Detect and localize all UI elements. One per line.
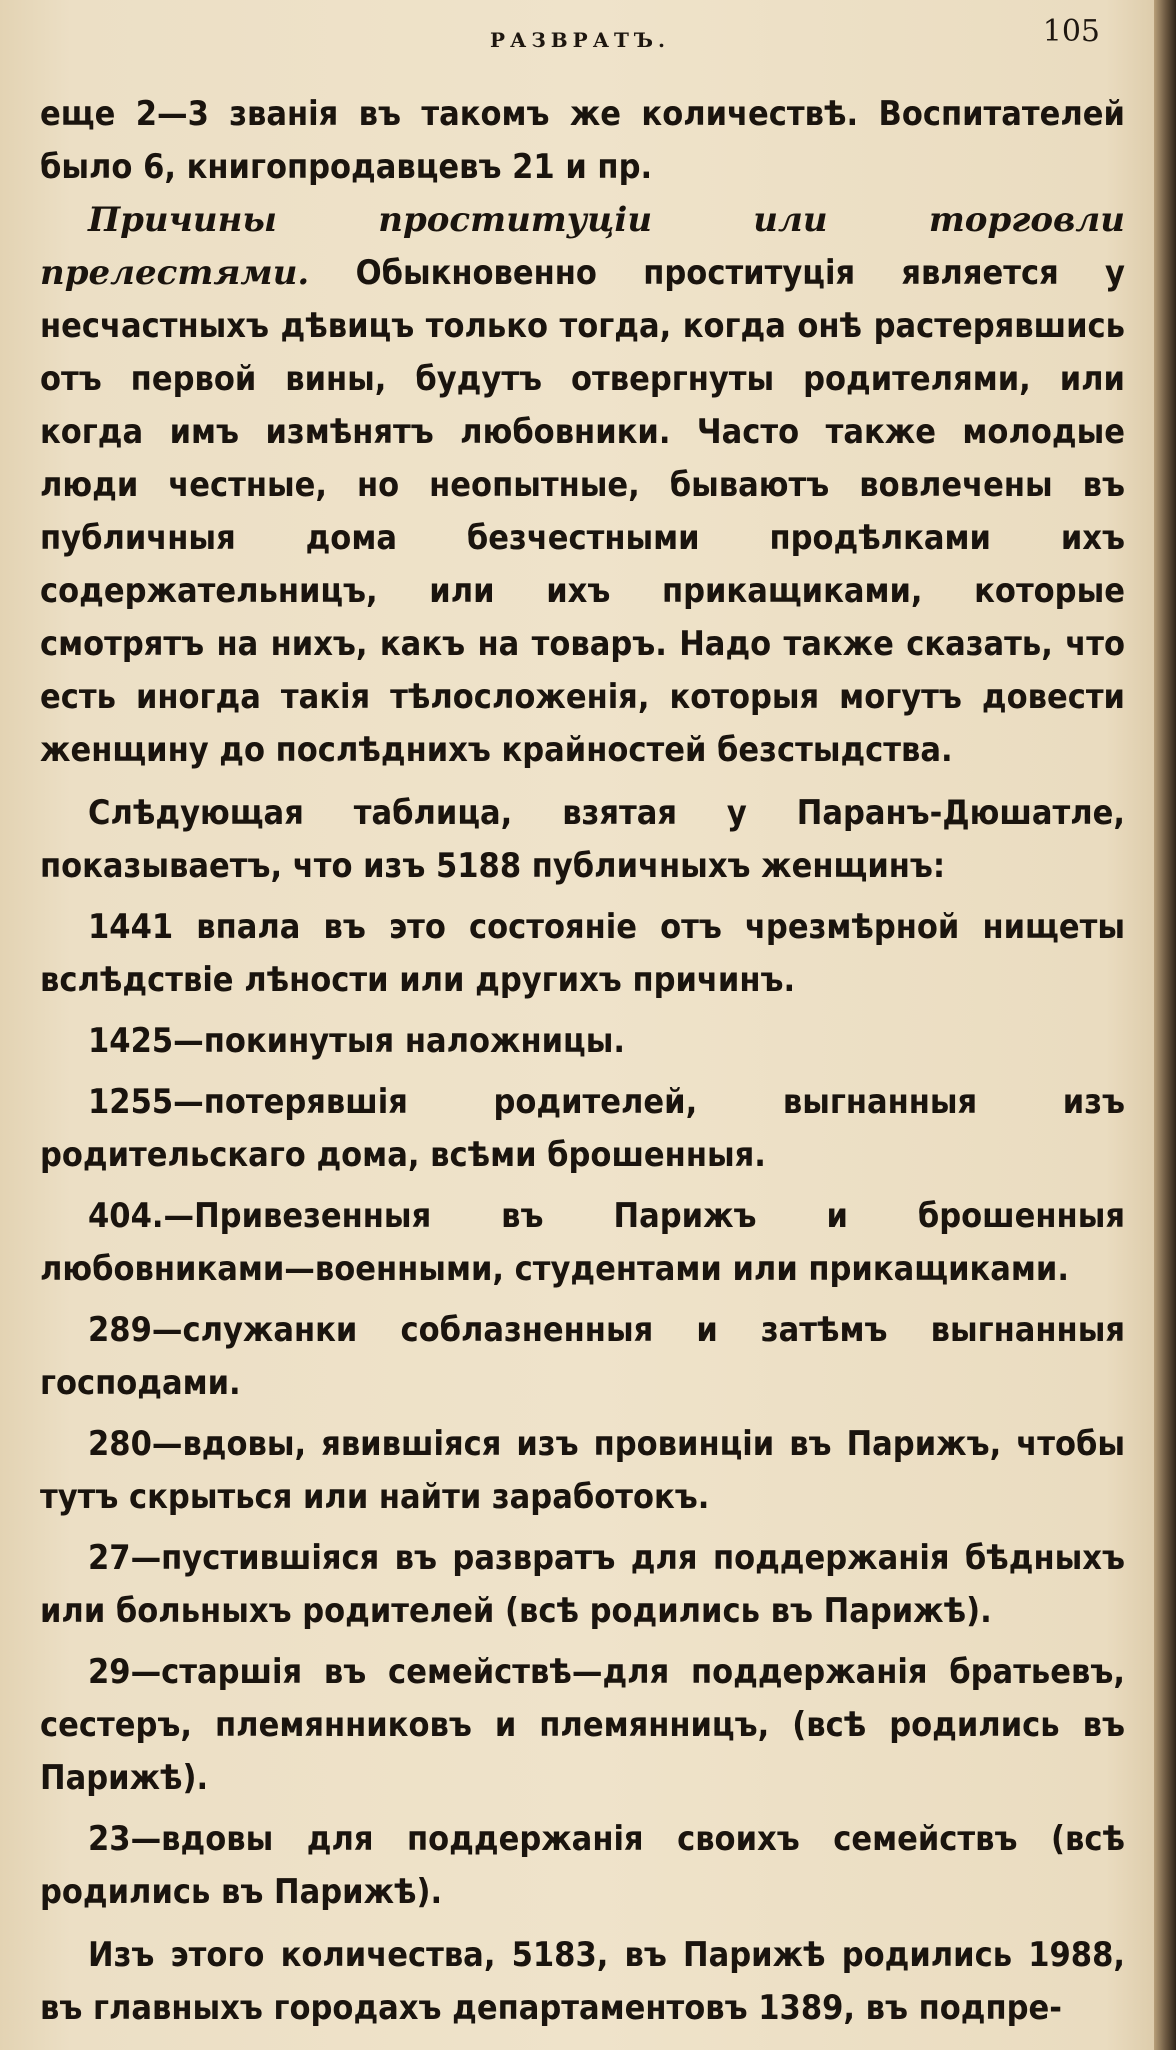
section-heading-italic: Причины проституціи или торговли прелестями. bbox=[40, 200, 1125, 293]
list-item: 27—пустившіяся въ развратъ для поддержанія бѣдныхъ или больныхъ родителей (всѣ родились въ Парижѣ). bbox=[40, 1538, 1125, 1631]
list-item: 289—служанки соблазненныя и затѣмъ выгнанныя господами. bbox=[40, 1310, 1125, 1403]
page-number: 105 bbox=[1042, 14, 1100, 49]
running-title: РАЗВРАТЪ. bbox=[490, 28, 670, 52]
list-item: 280—вдовы, явившіяся изъ провинціи въ Парижъ, чтобы тутъ скрыться или найти заработокъ. bbox=[40, 1424, 1125, 1517]
page-body bbox=[40, 88, 1125, 2035]
paragraph-causes-text: Обыкновенно проституція является у несчастныхъ дѣвицъ только тогда, когда онѣ растерявшись отъ первой вины, будутъ отвергнуты родителями, или когда имъ измѣнятъ любовники. Часто также молодые люди честные, но неопытные, бываютъ вовлечены въ публичныя дома безчестными продѣлками ихъ содержательницъ, или ихъ прикащиками, которые смотрятъ на нихъ, какъ на товаръ. Надо также сказать, что есть иногда такія тѣлосложенія, которыя могутъ довести женщину до послѣднихъ крайностей безстыдства. bbox=[40, 253, 1125, 770]
page-header bbox=[60, 14, 1100, 54]
paragraph-table-intro: Слѣдующая таблица, взятая у Паранъ-Дюшатле, показываетъ, что изъ 5188 публичныхъ женщинъ: bbox=[40, 793, 1125, 886]
list-item: 1255—потерявшія родителей, выгнанныя изъ родительскаго дома, всѣми брошенныя. bbox=[40, 1082, 1125, 1175]
paragraph-causes bbox=[40, 194, 1125, 777]
list-item: 23—вдовы для поддержанія своихъ семействъ (всѣ родились въ Парижѣ). bbox=[40, 1819, 1125, 1912]
paragraph-final: Изъ этого количества, 5183, въ Парижѣ родились 1988, въ главныхъ городахъ департаментовъ 1389, въ подпре- bbox=[40, 1935, 1125, 2028]
book-spine-shadow bbox=[1154, 0, 1176, 2050]
list-item: 29—старшія въ семействѣ—для поддержанія братьевъ, сестеръ, племянниковъ и племянницъ, (всѣ родились въ Парижѣ). bbox=[40, 1652, 1125, 1798]
paragraph-continuation: еще 2—3 званія въ такомъ же количествѣ. Воспитателей было 6, книгопродавцевъ 21 и пр. bbox=[40, 94, 1125, 187]
list-item: 1441 впала въ это состояніе отъ чрезмѣрной нищеты вслѣдствіе лѣности или другихъ причинъ. bbox=[40, 907, 1125, 1000]
list-item: 404.—Привезенныя въ Парижъ и брошенныя любовниками—военными, студентами или прикащиками. bbox=[40, 1196, 1125, 1289]
list-item: 1425—покинутыя наложницы. bbox=[88, 1021, 625, 1061]
